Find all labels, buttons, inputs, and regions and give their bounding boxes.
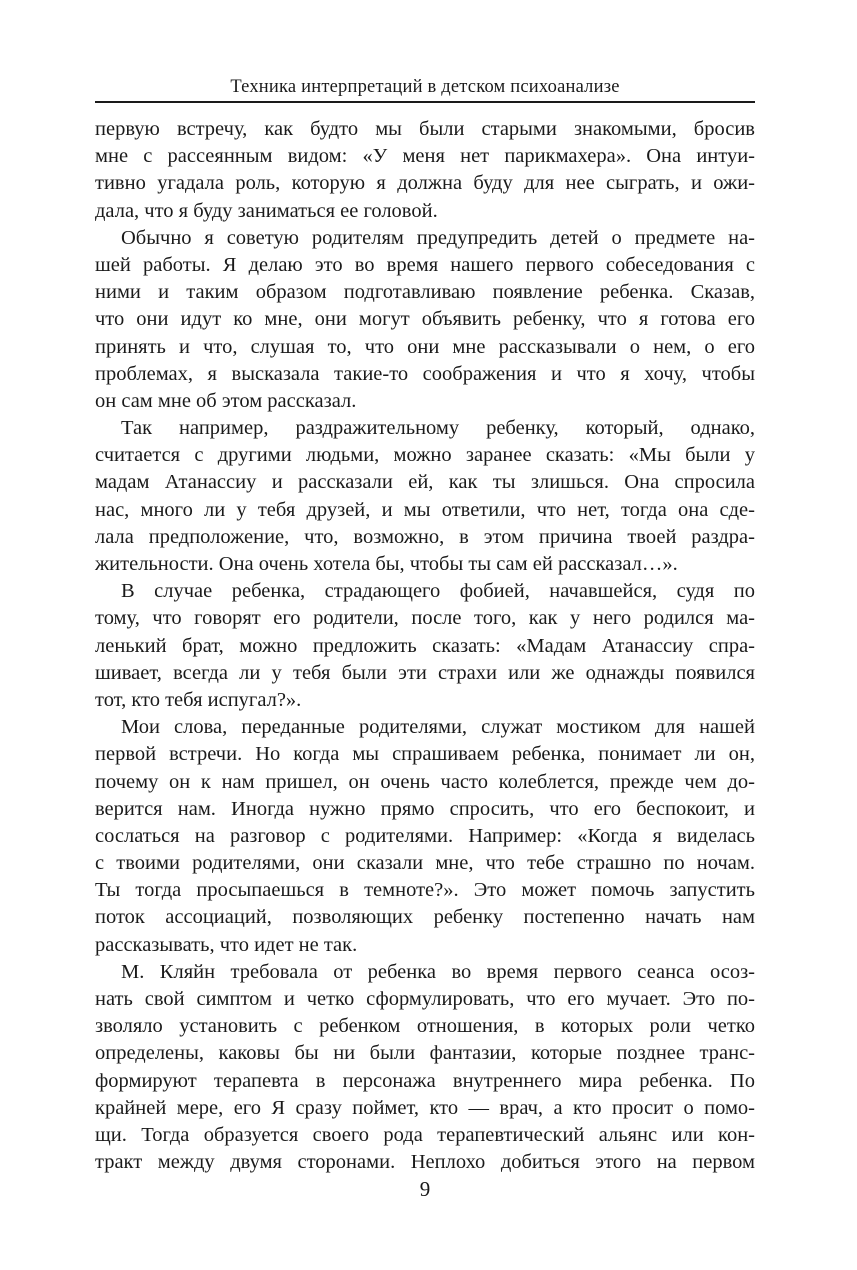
text-line: зволяло установить с ребенком отношения, в которых роли четко [95, 1015, 755, 1038]
text-line: поток ассоциаций, позволяющих ребенку постепенно начать нам [95, 906, 755, 929]
text-line: жительности. Она очень хотела бы, чтобы ты сам ей рассказал…». [95, 553, 678, 575]
paragraph-1 [95, 116, 755, 225]
text-line: крайней мере, его Я сразу поймет, кто — врач, а кто просит о помо- [95, 1096, 755, 1119]
text-line: с твоими родителями, они сказали мне, что тебе страшно по ночам. [95, 852, 755, 875]
text-line: мадам Атанассиу и рассказали ей, как ты злишься. Она спросила [95, 471, 755, 494]
paragraph-3 [95, 415, 755, 578]
text-line: шивает, всегда ли у тебя были эти страхи или же однажды появился [95, 661, 755, 684]
text-line: определены, каковы бы ни были фантазии, которые позднее транс- [95, 1042, 755, 1065]
text-line: Обычно я советую родителям предупредить детей о предмете на- [121, 226, 755, 249]
text-line: тому, что говорят его родители, после того, как у него родился ма- [95, 607, 755, 630]
text-line: что они идут ко мне, они могут объявить ребенку, что я готова его [95, 308, 755, 331]
text-line: Ты тогда просыпаешься в темноте?». Это может помочь запустить [95, 879, 755, 902]
text-line: считается с другими людьми, можно заранее сказать: «Мы были у [95, 444, 755, 467]
paragraph-6 [95, 959, 755, 1177]
text-line: В случае ребенка, страдающего фобией, начавшейся, судя по [121, 580, 755, 603]
text-line: принять и что, слушая то, что они мне рассказывали о нем, о его [95, 335, 755, 358]
text-line: Мои слова, переданные родителями, служат мостиком для нашей [121, 716, 755, 739]
text-line: щи. Тогда образуется своего рода терапевтический альянс или кон- [95, 1123, 755, 1146]
text-line: первую встречу, как будто мы были старыми знакомыми, бросив [95, 118, 755, 140]
text-line: тракт между двумя сторонами. Неплохо добиться этого на первом [95, 1151, 755, 1174]
text-line: сослаться на разговор с родителями. Например: «Когда я виделась [95, 824, 755, 847]
page-number: 9 [419, 1177, 431, 1201]
text-line: первой встречи. Но когда мы спрашиваем ребенка, понимает ли он, [95, 743, 755, 766]
text-line: Так например, раздражительному ребенку, который, однако, [121, 417, 755, 440]
text-line: дала, что я буду заниматься ее головой. [95, 199, 438, 222]
paragraph-4 [95, 578, 755, 714]
text-line: рассказывать, что идет не так. [95, 933, 358, 956]
text-line: лала предположение, что, возможно, в этом причина твоей раздра- [95, 525, 755, 548]
text-line: проблемах, я высказала такие-то соображения и что я хочу, чтобы [95, 362, 755, 385]
text-line: тивно угадала роль, которую я должна буду для нее сыграть, и ожи- [95, 172, 755, 195]
text-line: верится нам. Иногда нужно прямо спросить, что его беспокоит, и [95, 797, 755, 820]
text-line: М. Кляйн требовала от ребенка во время первого сеанса осоз- [121, 960, 755, 983]
header-rule [95, 101, 755, 103]
text-line: почему он к нам пришел, он очень часто колеблется, прежде чем до- [95, 770, 755, 793]
text-line: шей работы. Я делаю это во время нашего первого собеседования с [95, 253, 755, 276]
text-line: он сам мне об этом рассказал. [95, 389, 357, 412]
body-text [95, 116, 755, 1176]
text-line: нас, много ли у тебя друзей, и мы ответили, что нет, тогда она сде- [95, 498, 755, 521]
running-title: Техника интерпретаций в детском психоанализе [230, 77, 620, 97]
paragraph-2 [95, 225, 755, 415]
text-line: формируют терапевта в персонажа внутреннего мира ребенка. По [95, 1069, 755, 1092]
text-line: тот, кто тебя испугал?». [95, 688, 302, 711]
text-line: нать свой симптом и четко сформулировать, что его мучает. Это по- [95, 988, 755, 1010]
paragraph-5 [95, 714, 755, 959]
text-line: мне с рассеянным видом: «У меня нет парикмахера». Она интуи- [95, 145, 755, 168]
text-line: ленький брат, можно предложить сказать: «Мадам Атанассиу спра- [95, 634, 755, 657]
text-line: ними и таким образом подготавливаю появление ребенка. Сказав, [95, 281, 755, 304]
